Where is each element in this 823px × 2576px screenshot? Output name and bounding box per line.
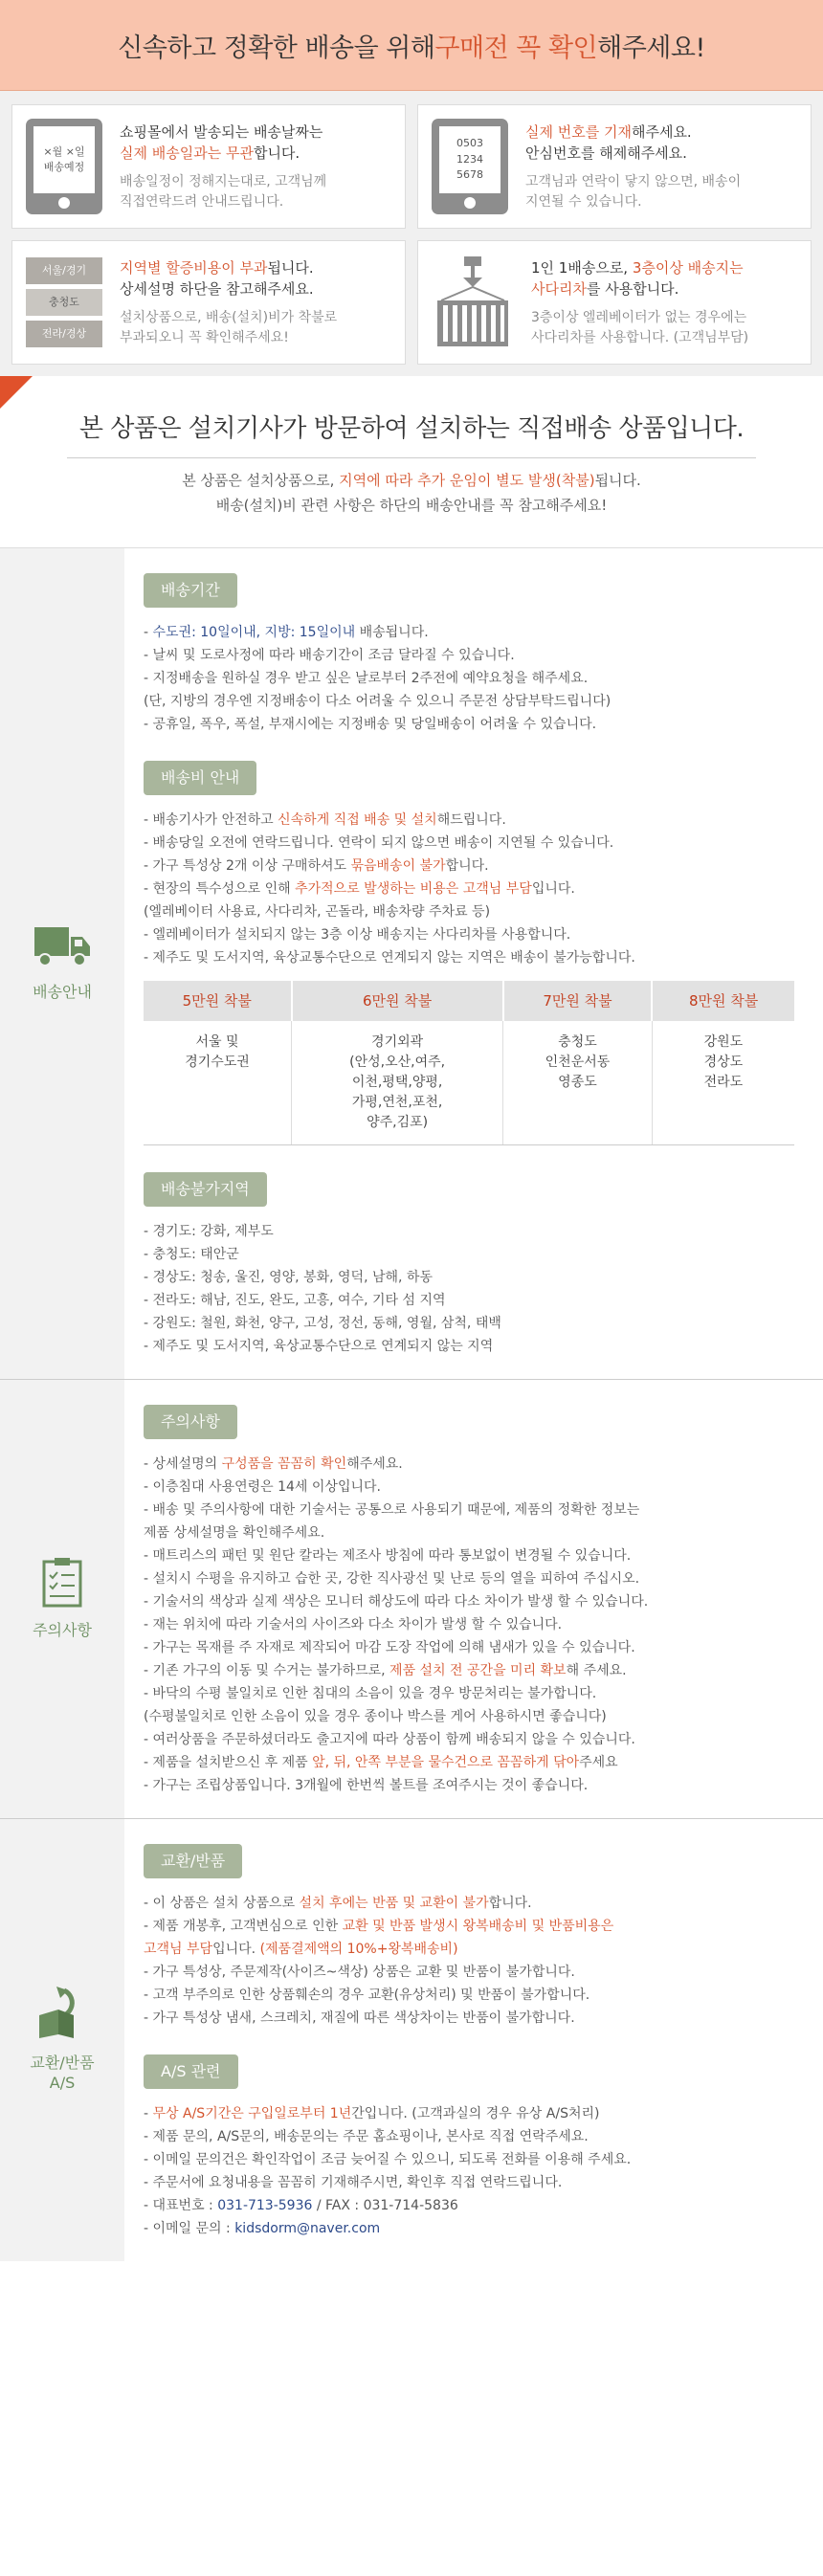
list-highlight: 고객님 부담 bbox=[144, 1941, 213, 1957]
list-text: - 가구 특성상 2개 이상 구매하셔도 bbox=[144, 857, 351, 874]
list-text: 해드립니다. bbox=[436, 811, 506, 828]
fee-table-header: 7만원 착불 bbox=[503, 981, 653, 1021]
list-item: - 제주도 및 도서지역, 육상교통수단으로 연계되지 않는 지역 bbox=[144, 1338, 494, 1354]
section-label bbox=[30, 2054, 94, 2094]
list-item: - 가구는 목재를 주 자재로 제작되어 마감 도장 작업에 의해 냄새가 있을 수 있습니다. bbox=[144, 1639, 635, 1655]
list-item: - 재는 위치에 따라 기술서의 사이즈와 다소 차이가 발생 할 수 있습니다. bbox=[144, 1616, 563, 1632]
card-main-text bbox=[531, 257, 748, 300]
list-highlight: 묶음배송이 불가 bbox=[350, 857, 446, 874]
list-text: 입니다. bbox=[212, 1941, 260, 1957]
list-text: - 이 상품은 설치 상품으로 bbox=[144, 1895, 300, 1911]
card-sub-text bbox=[120, 172, 326, 212]
card-line: 1인 1배송으로, bbox=[531, 258, 633, 277]
section-pill-unavailable: 배송불가지역 bbox=[144, 1172, 267, 1207]
card-sub-text bbox=[531, 308, 748, 348]
fee-table-cell bbox=[503, 1021, 653, 1145]
list-text: / FAX : 031-714-5836 bbox=[312, 2197, 458, 2213]
card-sub-text bbox=[120, 308, 337, 348]
info-card-ladder-truck bbox=[417, 240, 812, 365]
list-text: - 기존 가구의 이동 및 수거는 불가하므로, bbox=[144, 1662, 390, 1678]
card-main-text bbox=[120, 257, 337, 300]
list-highlight: 신속하게 직접 배송 및 설치 bbox=[278, 811, 437, 828]
icon-text: ×월 ×일 bbox=[43, 144, 85, 158]
list-item: - 전라도: 해남, 진도, 완도, 고흥, 여수, 기타 섬 지역 bbox=[144, 1292, 446, 1308]
card-sub-line: 사다리차를 사용합니다. (고객님부담) bbox=[531, 329, 749, 345]
banner-title-pre: 신속하고 정확한 배송을 위해 bbox=[118, 33, 435, 63]
cell-line: 양주,김포) bbox=[367, 1114, 429, 1130]
list-highlight: 설치 후에는 반품 및 교환이 불가 bbox=[299, 1895, 489, 1911]
card-line: 해주세요. bbox=[631, 122, 692, 141]
banner-title-post: 해주세요! bbox=[597, 33, 705, 63]
list-item bbox=[144, 809, 794, 832]
list-item: (엘레베이터 사용료, 사다리차, 곤돌라, 배송차량 주차료 등) bbox=[144, 903, 491, 920]
card-line: 합니다. bbox=[253, 144, 300, 162]
list-item bbox=[144, 1915, 794, 1938]
list-highlight: 제품 설치 전 공간을 미리 확보 bbox=[389, 1662, 567, 1678]
delivery-sidebar bbox=[0, 548, 124, 1379]
list-item bbox=[144, 855, 794, 877]
list-highlight: 추가적으로 발생하는 비용은 고객님 부담 bbox=[295, 880, 532, 897]
list-item: - 경상도: 청송, 울진, 영양, 봉화, 영덕, 남해, 하동 bbox=[144, 1269, 433, 1285]
list-item: - 무상 A/S기간은 구입일로부터 1년간입니다. (고객과실의 경우 유상 A/S처리) bbox=[144, 2105, 600, 2121]
card-line: 쇼핑몰에서 발송되는 배송날짜는 bbox=[120, 122, 323, 141]
list-item: - 가구 특성상, 주문제작(사이즈~색상) 상품은 교환 및 반품이 불가합니다. bbox=[144, 1964, 575, 1980]
list-text: - 이메일 문의 : bbox=[144, 2220, 235, 2236]
card-highlight: 실제 배송일과는 무관 bbox=[120, 144, 254, 162]
section-label-line: A/S bbox=[49, 2073, 76, 2092]
list-item bbox=[144, 1892, 794, 1915]
exchange-sidebar bbox=[0, 1819, 124, 2261]
card-sub-line: 3층이상 엘레베이터가 없는 경우에는 bbox=[531, 309, 747, 325]
list-item: - 기술서의 색상과 실제 색상은 모니터 해상도에 따라 다소 차이가 발생 할 수 있습니다. bbox=[144, 1593, 649, 1610]
fee-table-header: 6만원 착불 bbox=[292, 981, 503, 1021]
cell-line: 강원도 bbox=[703, 1033, 744, 1050]
list-item: - 주문서에 요청내용을 꼼꼼히 기재해주시면, 확인후 직접 연락드립니다. bbox=[144, 2174, 563, 2190]
list-item bbox=[144, 2217, 794, 2240]
as-list bbox=[144, 2102, 794, 2240]
fee-table bbox=[144, 981, 794, 1145]
card-highlight: 지역별 할증비용이 부과 bbox=[120, 258, 268, 277]
list-item: - 배송당일 오전에 연락드립니다. 연락이 되지 않으면 배송이 지연될 수 있습니다. bbox=[144, 834, 614, 851]
region-tags-icon bbox=[26, 257, 102, 347]
fee-list bbox=[144, 809, 794, 969]
card-highlight: 3층이상 배송지는 bbox=[632, 258, 744, 277]
list-highlight: 교환 및 반품 발생시 왕복배송비 및 반품비용은 bbox=[342, 1918, 614, 1934]
list-item: - 가구는 조립상품입니다. 3개월에 한번씩 볼트를 조여주시는 것이 좋습니다. bbox=[144, 1777, 589, 1793]
icon-text: 0503 bbox=[456, 137, 483, 150]
list-item: (수평불일치로 인한 소음이 있을 경우 종이나 박스를 게어 사용하시면 좋습니다) bbox=[144, 1708, 607, 1724]
list-text: 합니다. bbox=[445, 857, 489, 874]
info-card-delivery-date bbox=[11, 104, 406, 229]
fee-table-cell bbox=[652, 1021, 794, 1145]
region-tag: 서울/경기 bbox=[26, 257, 102, 284]
list-item bbox=[144, 1659, 794, 1682]
list-text: 주세요 bbox=[579, 1754, 618, 1770]
card-sub-text bbox=[525, 172, 741, 212]
top-banner bbox=[0, 0, 823, 91]
info-grid bbox=[0, 91, 823, 376]
period-list bbox=[144, 621, 794, 736]
list-item: - 여러상품을 주문하셨더라도 출고지에 따라 상품이 함께 배송되지 않을 수 있습니다. bbox=[144, 1731, 635, 1747]
list-item: - 이메일 문의건은 확인작업이 조금 늦어질 수 있으니, 되도록 전화를 이용해 주세요. bbox=[144, 2151, 632, 2167]
list-item: - 수도권: 10일이내, 지방: 15일이내 배송됩니다. bbox=[144, 624, 429, 640]
caution-section bbox=[0, 1380, 823, 1819]
card-line: 상세설명 하단을 참고해주세요. bbox=[120, 280, 314, 298]
section-pill-period: 배송기간 bbox=[144, 573, 237, 608]
section-label-line: 교환/반품 bbox=[30, 2053, 95, 2072]
list-text: - 상세설명의 bbox=[144, 1455, 222, 1472]
card-line: 를 사용합니다. bbox=[586, 280, 679, 298]
cell-line: 경상도 bbox=[703, 1054, 744, 1070]
fee-table-cell bbox=[292, 1021, 503, 1145]
list-item: - 엘레베이터가 설치되지 않는 3층 이상 배송지는 사다리차를 사용합니다. bbox=[144, 926, 571, 943]
list-item bbox=[144, 877, 794, 900]
truck-icon bbox=[33, 923, 92, 969]
region-tag: 전라/경상 bbox=[26, 321, 102, 347]
card-highlight: 실제 번호를 기재 bbox=[525, 122, 632, 141]
card-line: 됩니다. bbox=[267, 258, 314, 277]
card-sub-line: 부과되오니 꼭 확인해주세요! bbox=[120, 329, 289, 345]
card-main-text bbox=[120, 122, 326, 165]
cell-line: 영종도 bbox=[558, 1074, 597, 1090]
section-pill-exchange: 교환/반품 bbox=[144, 1844, 242, 1878]
cell-line: 경기외곽 bbox=[371, 1033, 424, 1050]
icon-text: 1234 bbox=[456, 152, 483, 166]
exchange-section bbox=[0, 1819, 823, 2261]
list-item: - 고객 부주의로 인한 상품훼손의 경우 교환(유상처리) 및 반품이 불가합니다. bbox=[144, 1987, 590, 2003]
list-item: - 제주도 및 도서지역, 육상교통수단으로 연계되지 않는 지역은 배송이 불가능합니다. bbox=[144, 949, 635, 966]
fee-table-cell bbox=[144, 1021, 292, 1145]
card-sub-line: 지연될 수 있습니다. bbox=[525, 193, 642, 210]
list-item: (단, 지방의 경우엔 지정배송이 다소 어려울 수 있으니 주문전 상담부탁드립니다) bbox=[144, 693, 612, 709]
clipboard-icon bbox=[41, 1556, 83, 1608]
list-item bbox=[144, 1751, 794, 1774]
region-tag: 충청도 bbox=[26, 289, 102, 316]
cell-line: 경기수도권 bbox=[185, 1054, 250, 1070]
list-item bbox=[144, 1453, 794, 1476]
list-text: - 제품을 설치받으신 후 제품 bbox=[144, 1754, 313, 1770]
list-item: - 강원도: 철원, 화천, 양구, 고성, 정선, 동해, 영월, 삼척, 태백 bbox=[144, 1315, 501, 1331]
icon-text: 배송예정 bbox=[43, 161, 85, 173]
card-line: 안심번호를 해제해주세요. bbox=[525, 144, 687, 162]
corner-mark bbox=[0, 376, 33, 409]
list-highlight: 수도권: 10일이내, 지방: 15일이내 bbox=[152, 624, 356, 640]
list-item: - 이층침대 사용연령은 14세 이상입니다. bbox=[144, 1478, 381, 1495]
list-text: - 배송기사가 안전하고 bbox=[144, 811, 278, 828]
banner-title-highlight: 구매전 꼭 확인 bbox=[434, 33, 598, 63]
tablet-icon bbox=[432, 119, 508, 214]
cell-line: (안성,오산,여주, bbox=[349, 1054, 446, 1070]
fee-table-header: 8만원 착불 bbox=[652, 981, 794, 1021]
crane-icon bbox=[432, 255, 514, 350]
list-item: - 바닥의 수평 불일치로 인한 침대의 소음이 있을 경우 방문처리는 불가합니다. bbox=[144, 1685, 597, 1701]
headline-section bbox=[0, 376, 823, 548]
card-sub-line: 설치상품으로, 배송(설치)비가 착불로 bbox=[120, 309, 338, 325]
delivery-section bbox=[0, 548, 823, 1380]
card-sub-line: 배송일정이 정해지는대로, 고객님께 bbox=[120, 173, 327, 189]
icon-text: 5678 bbox=[456, 168, 483, 182]
list-item: - 제품 문의, A/S문의, 배송문의는 주문 홈쇼핑이나, 본사로 직접 연락주세요. bbox=[144, 2128, 589, 2144]
unavailable-list bbox=[144, 1220, 794, 1358]
list-text: - 대표번호 : bbox=[144, 2197, 218, 2213]
list-text: 간입니다. (고객과실의 경우 유상 A/S처리) bbox=[351, 2105, 600, 2121]
headline-title: 본 상품은 설치기사가 방문하여 설치하는 직접배송 상품입니다. bbox=[67, 409, 756, 458]
list-item: - 매트리스의 패턴 및 원단 칼라는 제조사 방침에 따라 통보없이 변경될 수 있습니다. bbox=[144, 1547, 632, 1564]
headline-sub-highlight: 지역에 따라 추가 운임이 별도 발생(착불) bbox=[339, 472, 595, 489]
tablet-icon bbox=[26, 119, 102, 214]
list-item: - 충청도: 태안군 bbox=[144, 1246, 239, 1262]
list-text: - 현장의 특수성으로 인해 bbox=[144, 880, 296, 897]
headline-sub bbox=[0, 468, 823, 519]
caution-list bbox=[144, 1453, 794, 1797]
card-highlight: 사다리차 bbox=[531, 280, 587, 298]
list-item: - 날씨 및 도로사정에 따라 배송기간이 조금 달라질 수 있습니다. bbox=[144, 647, 515, 663]
list-item: - 배송 및 주의사항에 대한 기술서는 공통으로 사용되기 때문에, 제품의 정확한 정보는 bbox=[144, 1501, 640, 1518]
list-item: - 경기도: 강화, 제부도 bbox=[144, 1223, 274, 1239]
cell-line: 인천운서동 bbox=[545, 1054, 611, 1070]
list-text: 합니다. bbox=[488, 1895, 532, 1911]
fee-table-header: 5만원 착불 bbox=[144, 981, 292, 1021]
list-text: 입니다. bbox=[531, 880, 575, 897]
email-address: kidsdorm@naver.com bbox=[234, 2220, 381, 2236]
section-pill-caution: 주의사항 bbox=[144, 1405, 237, 1439]
cell-line: 이천,평택,양평, bbox=[351, 1074, 443, 1090]
section-pill-as: A/S 관련 bbox=[144, 2054, 238, 2089]
list-item bbox=[144, 2194, 794, 2217]
info-card-phone bbox=[417, 104, 812, 229]
return-box-icon bbox=[35, 1987, 89, 2040]
list-text: - 제품 개봉후, 고객변심으로 인한 bbox=[144, 1918, 343, 1934]
list-highlight: (제품결제액의 10%+왕복배송비) bbox=[259, 1941, 458, 1957]
section-label: 주의사항 bbox=[33, 1621, 92, 1640]
list-item: - 가구 특성상 냄새, 스크레치, 재질에 따른 색상차이는 반품이 불가합니다. bbox=[144, 2010, 575, 2026]
card-sub-line: 직접연락드려 안내드립니다. bbox=[120, 193, 284, 210]
phone-number: 031-713-5936 bbox=[217, 2197, 313, 2213]
list-text: 해 주세요. bbox=[566, 1662, 627, 1678]
list-text: 해주세요. bbox=[346, 1455, 403, 1472]
cell-line: 전라도 bbox=[703, 1074, 744, 1090]
list-item: - 설치시 수평을 유지하고 습한 곳, 강한 직사광선 및 난로 등의 열을 피하여 주십시오. bbox=[144, 1570, 640, 1587]
headline-sub-text: 배송(설치)비 관련 사항은 하단의 배송안내를 꼭 참고해주세요! bbox=[215, 497, 608, 515]
cell-line: 서울 및 bbox=[195, 1033, 239, 1050]
headline-sub-text: 됩니다. bbox=[594, 472, 641, 489]
card-main-text bbox=[525, 122, 741, 165]
list-text: 배송됩니다. bbox=[355, 624, 429, 640]
section-label: 배송안내 bbox=[33, 983, 92, 1002]
list-highlight: 구성품을 꼼꼼히 확인 bbox=[221, 1455, 347, 1472]
list-item: 제품 상세설명을 확인해주세요. bbox=[144, 1524, 325, 1541]
list-highlight: 앞, 뒤, 안쪽 부분을 물수건으로 꼼꼼하게 닦아 bbox=[312, 1754, 580, 1770]
cell-line: 충청도 bbox=[558, 1033, 597, 1050]
headline-sub-text: 본 상품은 설치상품으로, bbox=[182, 472, 340, 489]
list-item: - 공휴일, 폭우, 폭설, 부재시에는 지정배송 및 당일배송이 어려울 수 있습니다. bbox=[144, 716, 597, 732]
info-card-region-fee bbox=[11, 240, 406, 365]
section-pill-fee: 배송비 안내 bbox=[144, 761, 256, 795]
card-sub-line: 고객님과 연락이 닿지 않으면, 배송이 bbox=[525, 173, 742, 189]
exchange-list bbox=[144, 1892, 794, 2030]
list-item: - 지정배송을 원하실 경우 받고 싶은 날로부터 2주전에 예약요청을 해주세요. bbox=[144, 670, 589, 686]
caution-sidebar bbox=[0, 1380, 124, 1818]
list-item bbox=[144, 1938, 794, 1961]
list-highlight: 무상 A/S기간은 구입일로부터 1년 bbox=[152, 2105, 352, 2121]
cell-line: 가평,연천,포천, bbox=[351, 1094, 443, 1110]
